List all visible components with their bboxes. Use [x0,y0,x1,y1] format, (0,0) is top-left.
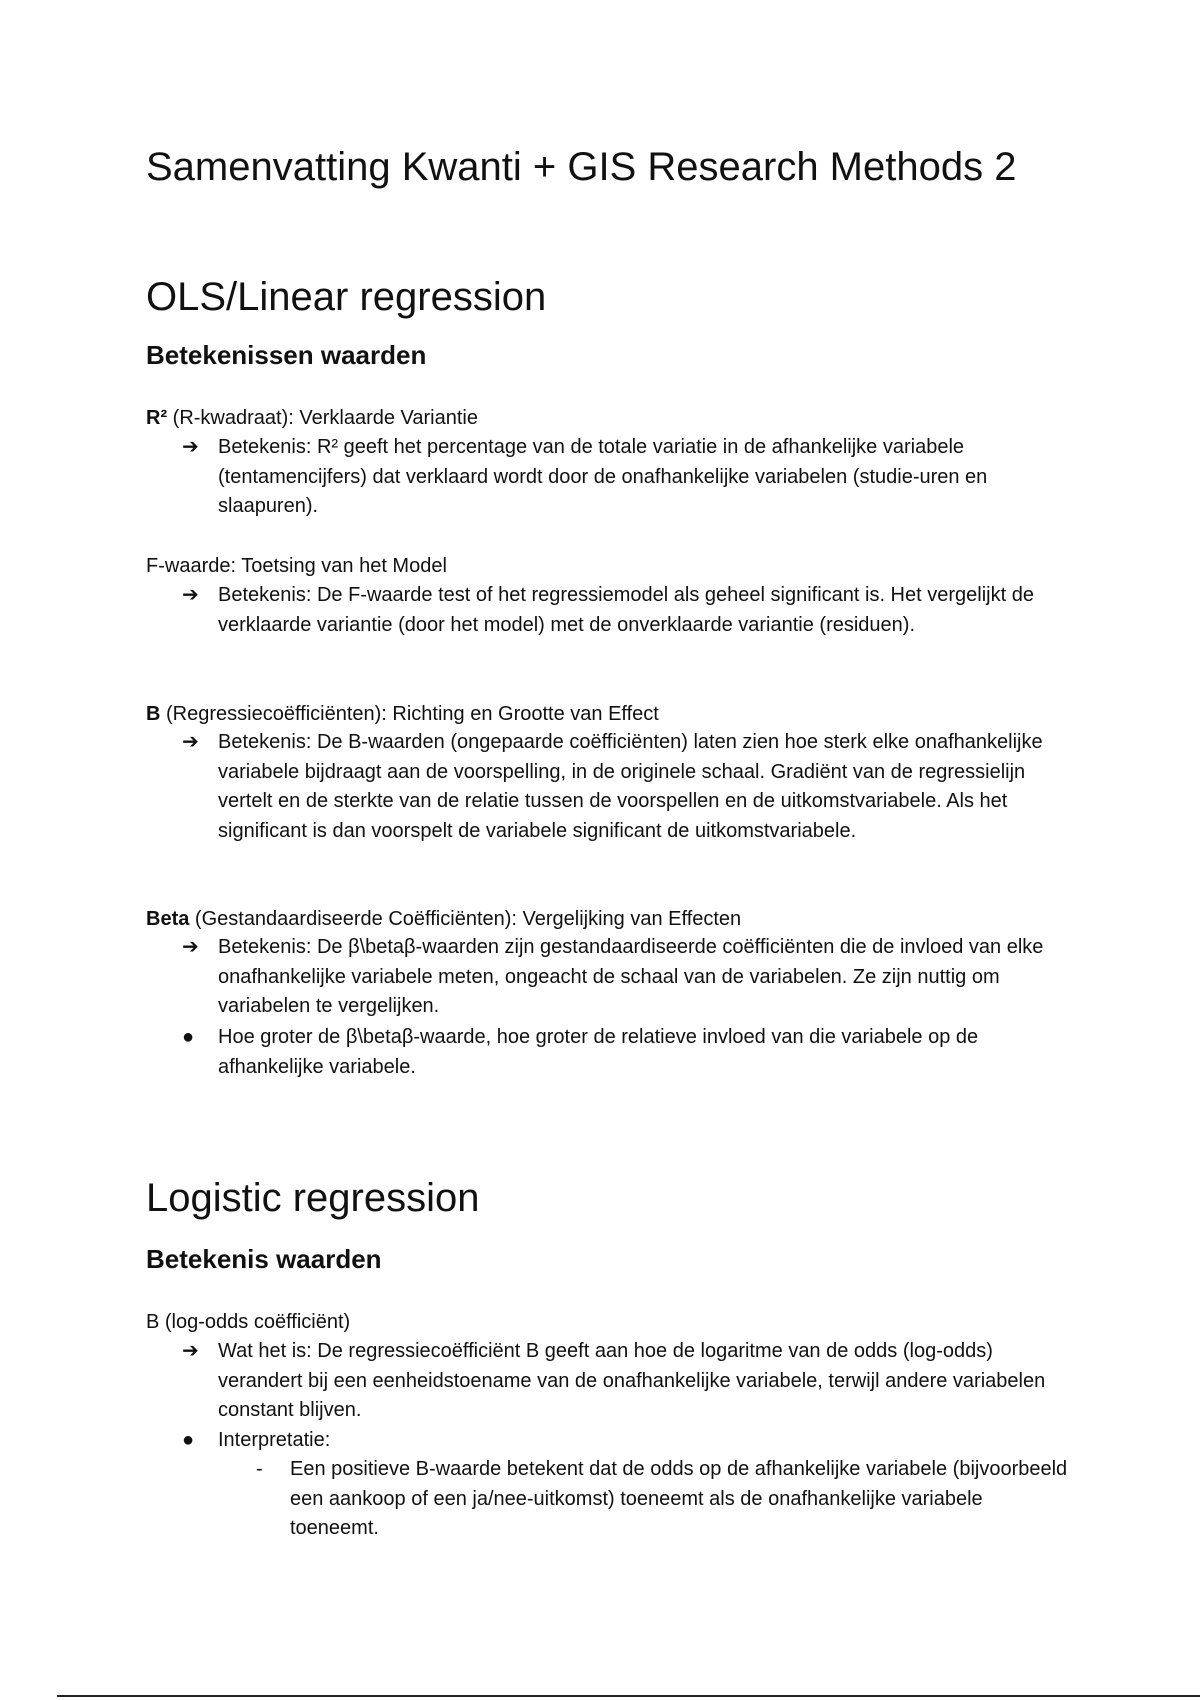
term-b-rest: (Regressiecoëfficiënten): Richting en Grootte van Effect [160,703,659,725]
arrow-icon: ➔ [182,731,199,753]
term-log-odds: B (log-odds coëfficiënt) [146,1311,351,1333]
bottom-divider [57,1695,1200,1697]
term-beta-bold: Beta [146,908,190,930]
section-heading-logistic: Logistic regression [146,1176,480,1220]
bullet-icon: ● [182,1429,195,1451]
term-b [146,700,659,729]
b-explanation [182,728,1068,846]
arrow-icon: ➔ [182,436,199,458]
beta-bullet [182,1023,1068,1082]
arrow-icon: ➔ [182,584,199,606]
arrow-icon: ➔ [182,1340,199,1362]
term-r2-bold: R² [146,407,168,429]
f-value-explanation-text: Betekenis: De F-waarde test of het regressiemodel als geheel significant is. Het vergelijkt de verklaarde variantie (door het model) met de onverklaarde variantie (residuen). [218,584,1034,636]
subheading-ols-meanings: Betekenissen waarden [146,340,427,370]
section-heading-ols: OLS/Linear regression [146,275,547,319]
beta-explanation [182,933,1068,1022]
interpretation-sub-item [256,1455,1070,1544]
interpretation-sub-item-text: Een positieve B-waarde betekent dat de odds op de afhankelijke variabele (bijvoorbeeld een aankoop of een ja/nee-uitkomst) toeneemt als de onafhankelijke variabele toeneemt. [290,1458,1068,1539]
beta-explanation-text: Betekenis: De β\betaβ-waarden zijn gestandaardiseerde coëfficiënten die de invloed van elke onafhankelijke variabele meten, ongeacht de schaal van de variabelen. Ze zijn nuttig om variabelen te vergelijken. [218,936,1044,1017]
term-f-value: F-waarde: Toetsing van het Model [146,555,447,577]
term-beta [146,905,741,934]
subheading-logistic-meanings: Betekenis waarden [146,1244,382,1274]
dash-icon: - [256,1458,263,1480]
term-r2 [146,404,478,433]
term-r2-rest: (R-kwadraat): Verklaarde Variantie [167,407,478,429]
f-value-explanation [182,581,1068,640]
document-title: Samenvatting Kwanti + GIS Research Methods 2 [146,145,1017,189]
b-explanation-text: Betekenis: De B-waarden (ongepaarde coëfficiënten) laten zien hoe sterk elke onafhankelijke variabele bijdraagt aan de voorspelling, in de originele schaal. Gradiënt van de regressielijn vertelt en de sterkte van de relatie tussen de voorspellen en de uitkomstvariabele. Als het significant is dan voorspelt de variabele significant de uitkomstvariabele. [218,731,1043,842]
arrow-icon: ➔ [182,936,199,958]
term-b-bold: B [146,703,161,725]
bullet-icon: ● [182,1026,195,1048]
beta-bullet-text: Hoe groter de β\betaβ-waarde, hoe groter de relatieve invloed van die variabele op de afhankelijke variabele. [218,1026,979,1078]
term-beta-rest: (Gestandaardiseerde Coëfficiënten): Vergelijking van Effecten [189,908,742,930]
log-odds-explanation-text: Wat het is: De regressiecoëfficiënt B geeft aan hoe de logaritme van de odds (log-odds) verandert bij een eenheidstoename van de onafhankelijke variabele, terwijl andere variabelen constant blijven. [218,1340,1046,1421]
interpretation-bullet [182,1426,1068,1456]
r2-explanation-text: Betekenis: R² geeft het percentage van de totale variatie in de afhankelijke variabele (tentamencijfers) dat verklaard wordt door de onafhankelijke variabelen (studie-uren en slaapuren). [218,436,988,517]
interpretation-bullet-text: Interpretatie: [218,1429,331,1451]
log-odds-explanation [182,1337,1068,1426]
r2-explanation [182,433,1068,522]
